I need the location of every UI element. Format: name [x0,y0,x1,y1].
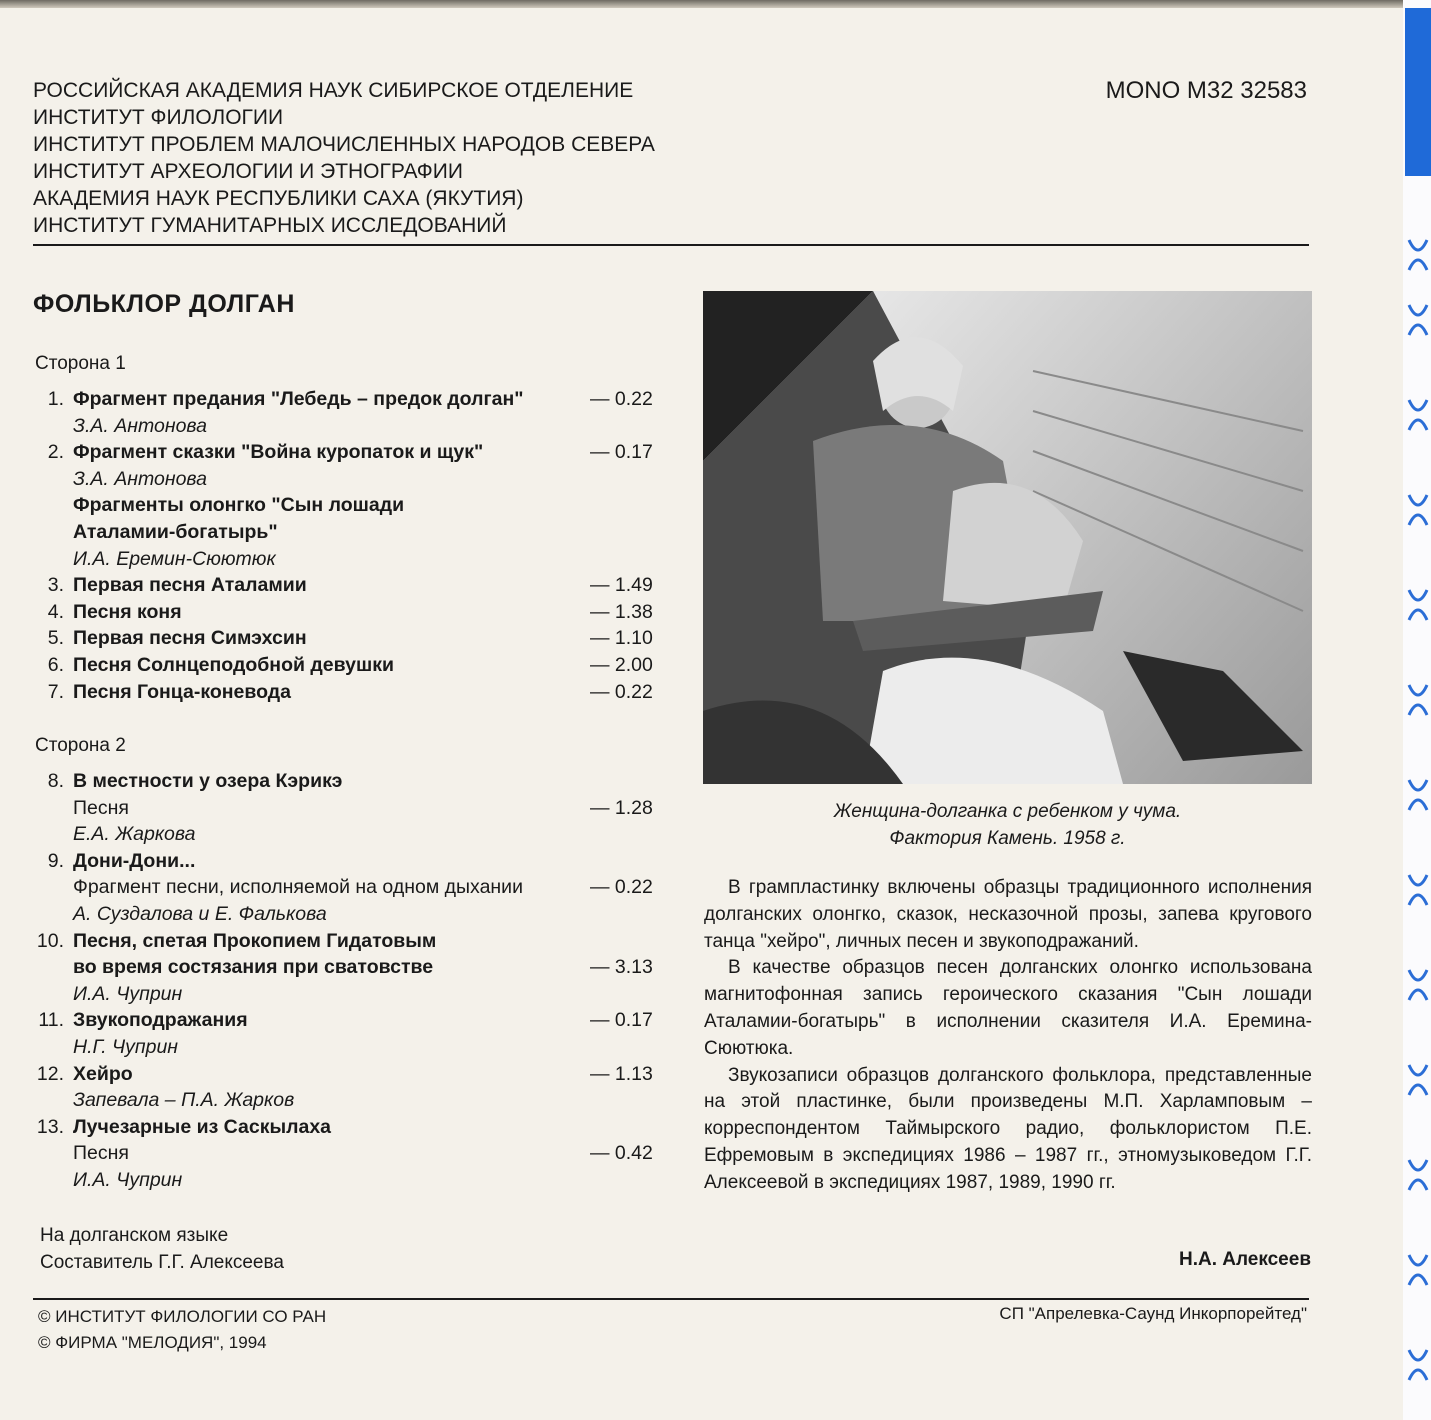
org-line: ИНСТИТУТ ФИЛОЛОГИИ [33,106,284,129]
track-duration: — 1.28 [590,796,653,819]
photo [703,291,1312,784]
org-line: ИНСТИТУТ АРХЕОЛОГИИ И ЭТНОГРАФИИ [33,160,463,183]
track-duration: — 2.00 [590,653,653,676]
track-number: 13. [36,1115,64,1138]
track-detail-row [0,519,700,546]
track-number: 10. [36,929,64,952]
sleeve-top-edge [0,0,1431,8]
track-row [0,1007,700,1034]
album-title: ФОЛЬКЛОР ДОЛГАН [33,290,295,318]
track-detail-row [0,413,700,440]
track-title: Первая песня Симэхсин [73,627,307,650]
track-detail-row [0,954,700,981]
photo-caption [703,798,1312,852]
track-detail-row [0,874,700,901]
track-duration: — 1.10 [590,627,653,650]
track-number: 6. [47,653,64,676]
track-detail-row [0,466,700,493]
description-paragraph: В качестве образцов песен долганских олонгко использована магнитофонная запись героического сказания "Сын лошади Аталамии-богатырь" в исполнении сказителя И.А. Еремина-Сюютюка. [704,957,1312,1059]
track-duration: — 0.17 [590,441,653,464]
track-detail-row [0,821,700,848]
track-row [0,848,700,875]
track-duration: — 1.38 [590,600,653,623]
photo-illustration [703,291,1312,784]
track-performer: З.А. Антонова [73,414,208,437]
track-number: 12. [36,1062,64,1085]
track-performer: И.А. Чуприн [73,982,183,1005]
track-number: 7. [47,680,64,703]
track-number: 1. [47,388,64,410]
track-row [0,679,700,706]
track-title: Песня коня [73,600,182,623]
track-title: Хейро [73,1062,133,1085]
track-detail-row [0,795,700,822]
track-number: 3. [47,574,64,597]
track-detail-row [0,981,700,1008]
copyright-line: © ИНСТИТУТ ФИЛОЛОГИИ СО РАН [38,1307,327,1326]
description-text [704,875,1312,1197]
track-number: 2. [47,441,64,464]
header-divider [33,244,1309,246]
description-paragraph: Звукозаписи образцов долганского фольклора, представленные на этой пластинке, были произведены М.П. Харламповым – корреспондентом Таймырского радио, фольклористом П.Е. Ефремовым в экспедициях 1986 – 1987 гг., этномузыковедом Г.Г. Алексеевой в экспедициях 1987, 1989, 1990 гг. [704,1064,1312,1193]
copyright-block [38,1304,326,1356]
track-performer: Е.А. Жаркова [73,823,196,846]
track-duration: — 1.13 [590,1062,653,1085]
track-row [0,1061,700,1088]
ornament-pattern [1405,230,1431,1415]
track-duration: — 0.22 [590,680,653,703]
track-number: 5. [47,627,64,650]
side-2-tracklist [0,768,700,1194]
release-notes [40,1222,284,1276]
track-title: Звукоподражания [73,1009,248,1032]
track-detail-row [0,492,700,519]
side-1-label: Сторона 1 [35,353,126,374]
track-title: Фрагмент предания "Лебедь – предок долган" [73,388,524,410]
track-title: Фрагмент песни, исполняемой на одном дыхании [73,876,523,899]
track-detail-row [0,1087,700,1114]
caption-line: Фактория Камень. 1958 г. [889,828,1126,849]
track-duration: — 0.17 [590,1009,653,1032]
track-duration: — 1.49 [590,574,653,597]
track-title: Песня, спетая Прокопием Гидатовым [73,929,437,952]
track-title: Песня [73,796,129,819]
track-number: 4. [47,600,64,623]
organizations-list [33,77,655,239]
track-performer: Запевала – П.А. Жарков [73,1089,295,1112]
track-title: Лучезарные из Саскылаха [73,1115,332,1138]
track-performer: И.А. Еремин-Сюютюк [73,547,276,570]
track-number: 9. [47,849,64,872]
track-row [0,625,700,652]
track-duration: — 0.42 [590,1142,653,1165]
track-title: во время состязания при сватовстве [73,956,434,979]
track-number: 11. [38,1009,64,1032]
track-performer: З.А. Антонова [73,467,208,490]
org-line: РОССИЙСКАЯ АКАДЕМИЯ НАУК СИБИРСКОЕ ОТДЕЛЕНИЕ [33,79,634,102]
track-row [0,768,700,795]
publisher-name: СП "Апрелевка-Саунд Инкорпорейтед" [999,1304,1307,1323]
track-performer: А. Суздалова и Е. Фалькова [73,902,327,925]
track-detail-row [0,1167,700,1194]
description-paragraph: В грампластинку включены образцы традиционного исполнения долганских олонгко, сказок, несказочной прозы, запева кругового танца "хейро", личных песен и звукоподражаний. [704,877,1312,952]
track-title: Первая песня Аталамии [73,574,307,597]
track-duration: — 0.22 [590,388,653,410]
track-duration: — 3.13 [590,956,653,979]
track-row [0,652,700,679]
track-row [0,1114,700,1141]
caption-line: Женщина-долганка с ребенком у чума. [833,801,1182,822]
description-author: Н.А. Алексеев [1178,1249,1311,1270]
footer-divider [33,1298,1309,1300]
track-duration: — 0.22 [590,876,653,899]
compiler-note: Составитель Г.Г. Алексеева [40,1252,284,1273]
side-2-label: Сторона 2 [35,735,126,756]
language-note: На долганском языке [40,1225,229,1246]
track-title: В местности у озера Кэрикэ [73,770,343,792]
org-line: АКАДЕМИЯ НАУК РЕСПУБЛИКИ САХА (ЯКУТИЯ) [33,187,524,210]
track-title: Песня Солнцеподобной девушки [73,653,394,676]
track-performer: И.А. Чуприн [73,1168,183,1191]
track-title: Песня [73,1142,129,1165]
track-row [0,599,700,626]
org-line: ИНСТИТУТ ПРОБЛЕМ МАЛОЧИСЛЕННЫХ НАРОДОВ СЕВЕРА [33,133,655,156]
side-1-tracklist [0,386,700,705]
sleeve-blue-strip [1405,8,1431,176]
track-row [0,928,700,955]
track-title: Аталамии-богатырь" [73,520,278,543]
copyright-line: © ФИРМА "МЕЛОДИЯ", 1994 [38,1333,267,1352]
track-title: Песня Гонца-коневода [73,680,292,703]
track-detail-row [0,1140,700,1167]
org-line: ИНСТИТУТ ГУМАНИТАРНЫХ ИССЛЕДОВАНИЙ [33,214,507,237]
track-detail-row [0,901,700,928]
track-title: Фрагмент сказки "Война куропаток и щук" [73,441,484,464]
track-performer: Н.Г. Чуприн [73,1035,179,1058]
catalog-number: MONO М32 32583 [1105,77,1307,104]
track-row [0,386,700,413]
track-row [0,572,700,599]
track-detail-row [0,1034,700,1061]
track-row [0,439,700,466]
track-title: Дони-Дони... [73,849,196,872]
track-title: Фрагменты олонгко "Сын лошади [73,494,405,517]
track-detail-row [0,546,700,573]
track-number: 8. [47,770,64,792]
